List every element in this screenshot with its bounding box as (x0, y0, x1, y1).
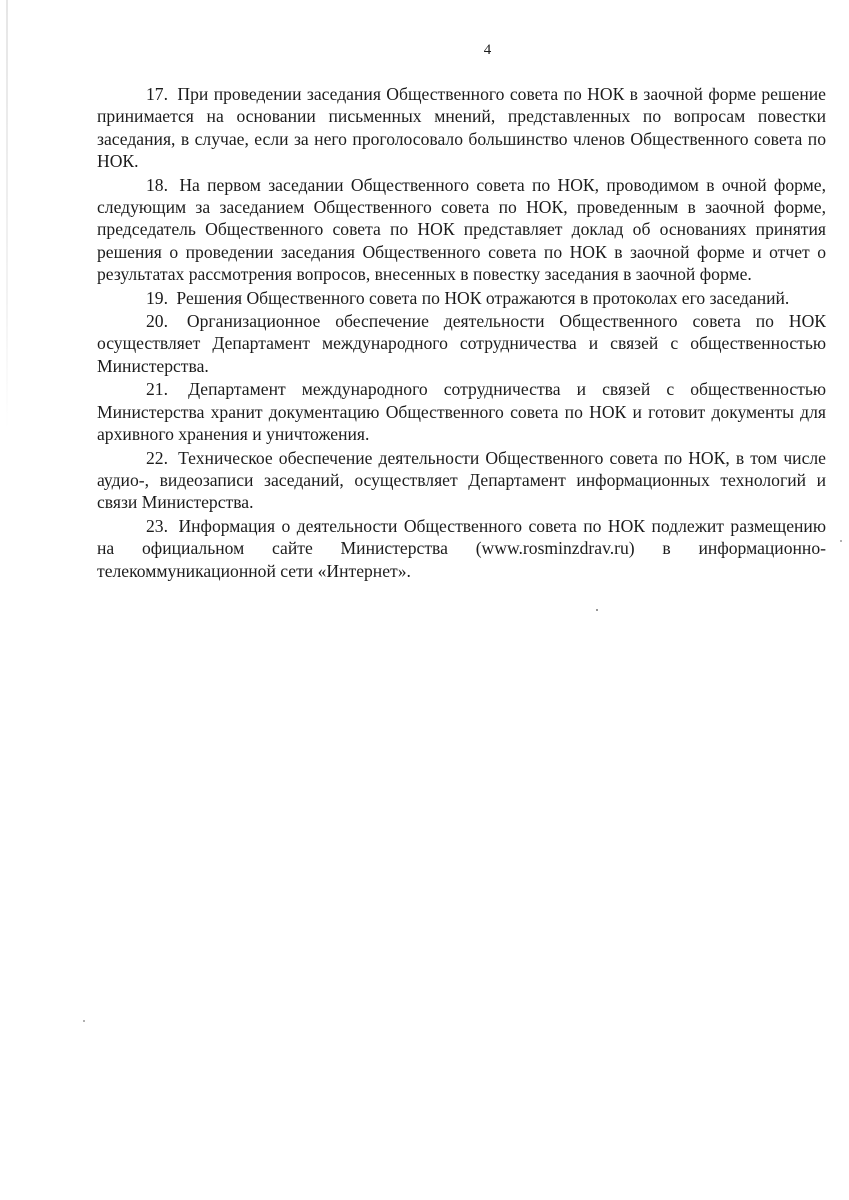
paragraph-22 (97, 447, 826, 514)
paragraph-text: Техническое обеспечение деятельности Общественного совета по НОК, в том числе аудио-, видеозаписи заседаний, осуществляет Департамент информационных технологий и связи Министерства. (97, 447, 826, 513)
paragraph-text: Решения Общественного совета по НОК отражаются в протоколах его заседаний. (176, 287, 790, 308)
paragraph-text: Информация о деятельности Общественного совета по НОК подлежит размещению на официальном сайте Министерства (www.rosminzdrav.ru) в информационно-телекоммуникационной сети «Интернет». (97, 515, 826, 581)
paragraph-18 (97, 174, 826, 286)
scan-speck (840, 540, 842, 542)
paragraph-number: 19. (146, 287, 168, 308)
paragraph-17 (97, 83, 826, 173)
paragraph-text: При проведении заседания Общественного совета по НОК в заочной форме решение принимается на основании письменных мнений, представленных по вопросам повестки заседания, в случае, если за него проголосовало большинство членов Общественного совета по НОК. (97, 84, 826, 172)
document-body (97, 83, 826, 583)
page-number: 4 (483, 42, 492, 58)
paragraph-number: 17. (146, 84, 168, 104)
paragraph-number: 20. (146, 311, 168, 332)
paragraph-number: 18. (146, 174, 168, 195)
paragraph-text: На первом заседании Общественного совета по НОК, проводимом в очной форме, следующим за заседанием Общественного совета по НОК, проведенным в заочной форме, председатель Общественного совета по НОК представляет доклад об основаниях принятия решения о проведении заседания Общественного совета по НОК в заочной форме и отчет о результатах рассмотрения вопросов, внесенных в повестку заседания в заочной форме. (97, 174, 827, 285)
scan-edge-shadow (6, 0, 8, 430)
paragraph-23 (97, 515, 826, 582)
scan-speck (83, 1020, 85, 1022)
paragraph-number: 22. (146, 447, 168, 468)
paragraph-20 (97, 310, 826, 377)
scan-speck (596, 609, 598, 611)
paragraph-number: 23. (146, 515, 168, 536)
paragraph-text: Департамент международного сотрудничества и связей с общественностью Министерства хранит документацию Общественного совета по НОК и готовит документы для архивного хранения и уничтожения. (97, 379, 827, 445)
paragraph-19 (97, 287, 826, 309)
paragraph-21 (97, 378, 826, 445)
paragraph-text: Организационное обеспечение деятельности Общественного совета по НОК осуществляет Департамент международного сотрудничества и связей с общественностью Министерства. (97, 311, 827, 376)
paragraph-number: 21. (146, 379, 168, 400)
